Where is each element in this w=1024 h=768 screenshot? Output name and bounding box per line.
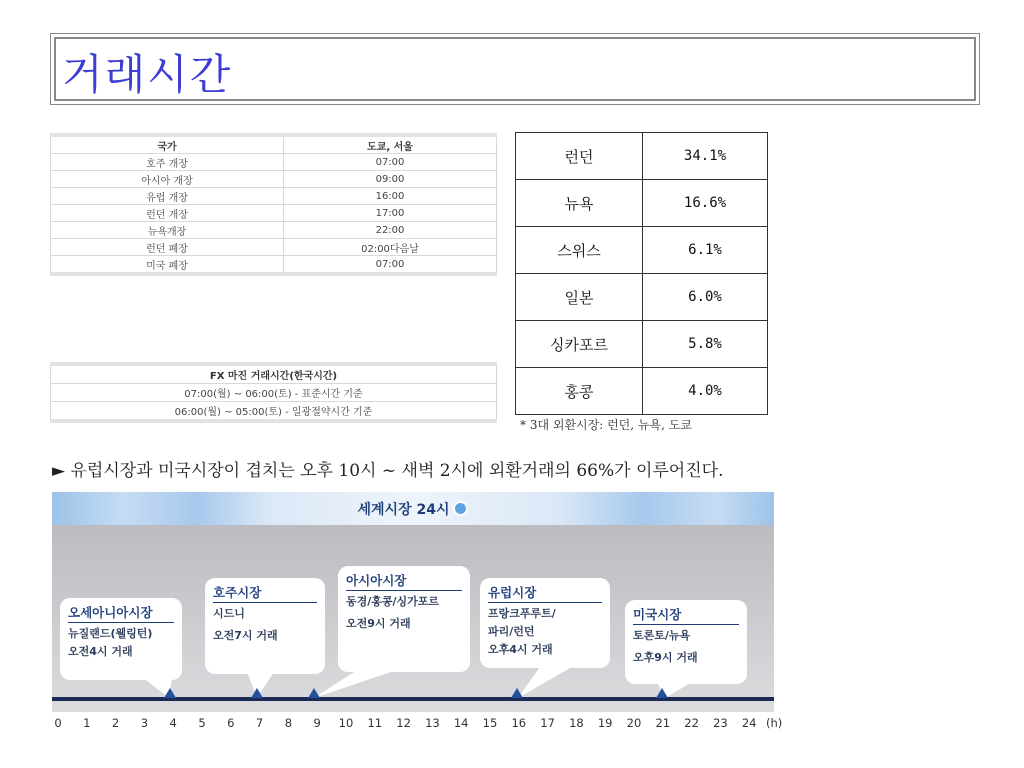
card-oceania-market: [60, 598, 182, 680]
pointer-asia: [314, 670, 397, 698]
table-cell: 유럽 개장: [51, 188, 284, 205]
table-row: [51, 256, 497, 275]
table-cell: 07:00(월) ~ 06:00(토) - 표준시간 기준: [51, 384, 497, 402]
market-time: 오후4시 거래: [488, 643, 553, 656]
hour-ticks: [44, 716, 804, 732]
market-time: 오전4시 거래: [68, 645, 133, 658]
table-row: [516, 274, 768, 321]
tick-label: 4: [169, 716, 177, 730]
table-cell: 뉴욕개장: [51, 222, 284, 239]
tick-label: 24: [741, 716, 757, 730]
tick-label: 8: [284, 716, 293, 730]
market-cities: 시드니: [213, 607, 245, 620]
footnote: * 3대 외환시장: 런던, 뉴욕, 도쿄: [520, 418, 692, 432]
hour-unit-label: (h): [766, 716, 783, 730]
marker-9h-icon: [308, 688, 320, 698]
market-share-value: 16.6%: [643, 180, 768, 227]
tick-label: 16: [511, 716, 527, 730]
table-row: [51, 205, 497, 222]
tick-label: 5: [198, 716, 206, 730]
table-cell: 22:00: [284, 222, 497, 239]
fx-hours-table: [50, 362, 497, 423]
tick-label: 22: [684, 716, 699, 730]
column-header-time: 도쿄, 서울: [284, 135, 497, 154]
table-row: [516, 227, 768, 274]
table-row: [51, 222, 497, 239]
card-america-market: [625, 600, 747, 684]
tick-label: 23: [713, 716, 728, 730]
table-cell: 16:00: [284, 188, 497, 205]
table-cell: 런던 개장: [51, 205, 284, 222]
table-row: [51, 402, 497, 422]
market-name: 미국시장: [633, 606, 739, 625]
marker-21h-icon: [656, 688, 668, 698]
marker-7h-icon: [251, 688, 263, 698]
timeline-title-text: 세계시장 24시: [357, 502, 450, 518]
tick-label: 10: [338, 716, 354, 730]
page-title: 거래시간: [62, 50, 233, 99]
fx-header: FX 마진 거래시간(한국시간): [51, 364, 497, 384]
column-header-country: 국가: [51, 135, 284, 154]
table-cell: 06:00(월) ~ 05:00(토) - 일광절약시간 기준: [51, 402, 497, 422]
trading-hours-table: [50, 133, 497, 276]
table-cell: 07:00: [284, 256, 497, 275]
market-name: 홍콩: [516, 368, 643, 415]
market-cities: 뉴질랜드(웰링턴): [68, 627, 153, 640]
tick-label: 3: [140, 716, 149, 730]
tick-label: 14: [453, 716, 469, 730]
market-name: 유럽시장: [488, 584, 602, 603]
market-time: 오전9시 거래: [346, 617, 411, 630]
table-row: [51, 384, 497, 402]
table-row: [516, 180, 768, 227]
market-name: 싱카포르: [516, 321, 643, 368]
market-share-value: 4.0%: [643, 368, 768, 415]
market-cities: 토론토/뉴욕: [633, 629, 691, 642]
tick-label: 2: [111, 716, 120, 730]
table-cell: 07:00: [284, 154, 497, 171]
market-share-value: 5.8%: [643, 321, 768, 368]
tick-label: 18: [569, 716, 584, 730]
tick-label: 1: [83, 716, 91, 730]
market-share-value: 6.1%: [643, 227, 768, 274]
table-row: [516, 321, 768, 368]
summary-sentence: ► 유럽시장과 미국시장이 겹치는 오후 10시 ~ 새벽 2시에 외환거래의 66%가 이루어진다.: [52, 461, 724, 481]
table-row: [51, 171, 497, 188]
tick-label: 17: [540, 716, 555, 730]
tick-label: 13: [425, 716, 440, 730]
market-share-value: 6.0%: [643, 274, 768, 321]
tick-label: 6: [227, 716, 235, 730]
table-row: [516, 368, 768, 415]
tick-label: 0: [54, 716, 62, 730]
market-name: 일본: [516, 274, 643, 321]
tick-label: 21: [655, 716, 671, 730]
market-name: 아시아시장: [346, 572, 462, 591]
table-header-row: [51, 135, 497, 154]
world-market-timeline: [52, 492, 774, 712]
table-cell: 아시아 개장: [51, 171, 284, 188]
table-cell: 런던 폐장: [51, 239, 284, 256]
tick-label: 11: [367, 716, 383, 730]
tick-label: 19: [597, 716, 613, 730]
market-name: 스위스: [516, 227, 643, 274]
table-cell: 17:00: [284, 205, 497, 222]
market-cities: 동경/홍콩/싱가포르: [346, 595, 440, 608]
market-share-table: [515, 132, 768, 415]
table-header-row: [51, 364, 497, 384]
table-row: [51, 154, 497, 171]
market-time: 오후9시 거래: [633, 651, 698, 664]
table-cell: 09:00: [284, 171, 497, 188]
market-share-value: 34.1%: [643, 133, 768, 180]
market-name: 호주시장: [213, 584, 317, 603]
card-asia-market: [338, 566, 470, 672]
table-cell: 02:00다음날: [284, 239, 497, 256]
marker-4h-icon: [164, 688, 176, 698]
market-name: 뉴욕: [516, 180, 643, 227]
table-row: [51, 188, 497, 205]
tick-label: 20: [626, 716, 642, 730]
table-row: [51, 239, 497, 256]
tick-label: 12: [396, 716, 411, 730]
pointer-europe: [518, 664, 577, 698]
card-europe-market: [480, 578, 610, 668]
market-name: 오세아니아시장: [68, 604, 174, 623]
tick-label: 9: [313, 716, 321, 730]
tick-label: 7: [255, 716, 264, 730]
marker-16h-icon: [511, 688, 523, 698]
market-cities: 파리/런던: [488, 625, 535, 638]
table-cell: 미국 폐장: [51, 256, 284, 275]
market-name: 런던: [516, 133, 643, 180]
table-cell: 호주 개장: [51, 154, 284, 171]
card-australia-market: [205, 578, 325, 674]
market-cities: 프랑크푸루트/: [488, 607, 556, 620]
market-time: 오전7시 거래: [213, 629, 278, 642]
tick-label: 15: [482, 716, 498, 730]
table-row: [516, 133, 768, 180]
